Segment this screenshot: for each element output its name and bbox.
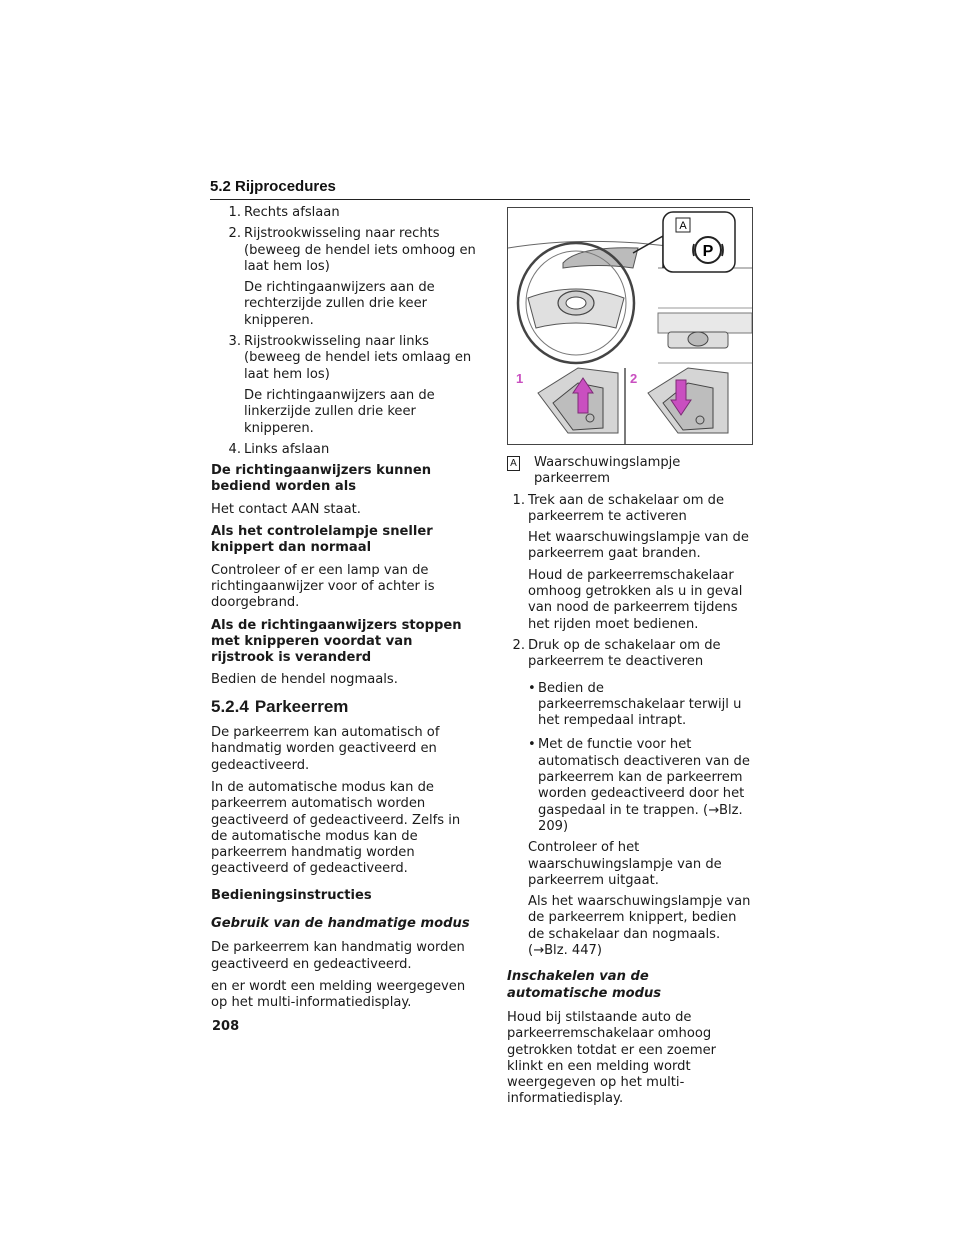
turn-signal-list (211, 205, 476, 458)
paragraph: In de automatische modus kan de parkeerrem automatisch worden geactiveerd of gedeactiveerd. Zelfs in de automatische modus kan de parkeerrem handmatig worden geactiveerd of gedeactiveerd. (211, 779, 461, 877)
list-subtext: Controleer of het waarschuwingslampje van de parkeerrem uitgaat. (528, 840, 722, 888)
list-text: Rechts afslaan (244, 205, 340, 220)
bullet-glyph: • (528, 680, 536, 696)
bullet-item (528, 681, 751, 730)
left-column (211, 205, 476, 1017)
list-text: Trek aan de schakelaar om de parkeerrem te activeren (528, 492, 725, 524)
list-number: 3. (228, 334, 241, 350)
heading-fast-blink: Als het controlelampje sneller knippert dan normaal (211, 524, 433, 556)
list-number: 2. (512, 637, 525, 653)
list-number: 4. (228, 441, 241, 457)
list-item (211, 442, 476, 458)
heading-operable: De richtingaanwijzers kunnen bediend worden als (211, 463, 432, 495)
section-header: 5.2 Rijprocedures (210, 178, 750, 200)
paragraph: De parkeerrem kan automatisch of handmatig worden geactiveerd en gedeactiveerd. (211, 725, 440, 773)
list-text: Rijstrookwisseling naar links (beweeg de hendel iets omlaag en laat hem los) (244, 334, 472, 382)
bullet-text: Bedien de parkeerremschakelaar terwijl u het rempedaal intrapt. (538, 680, 742, 729)
parking-brake-figure (507, 207, 753, 445)
list-subtext: Houd de parkeerremschakelaar omhoog getrokken als u in geval van nood de parkeerrem tijdens het rijden moet bedienen. (528, 567, 743, 632)
list-number: 2. (228, 226, 241, 242)
right-column (507, 205, 751, 1114)
section-title-text: Parkeerrem (254, 696, 349, 716)
page-number: 208 (212, 1019, 240, 1034)
heading-stop-blink: Als de richtingaanwijzers stoppen met knipperen voordat van rijstrook is veranderd (211, 617, 462, 666)
list-item (507, 638, 751, 959)
bullet-text: Met de functie voor het automatisch deactiveren van de parkeerrem kan de parkeerrem worden gedeactiveerd door het gaspedaal in te trappen. (→Blz. 209) (538, 737, 750, 834)
paragraph: Controleer of er een lamp van de richtingaanwijzer voor of achter is doorgebrand. (211, 562, 435, 611)
callout-a (507, 455, 751, 488)
list-number: 1. (512, 492, 525, 508)
figure-label-2: 2 (630, 371, 638, 386)
paragraph: Het contact AAN staat. (211, 501, 361, 517)
list-subtext: De richtingaanwijzers aan de rechterzijde zullen drie keer knipperen. (244, 280, 435, 328)
heading-instructions: Bedieningsinstructies (211, 887, 372, 903)
section-number: 5.2.4 (211, 696, 249, 716)
section-title (211, 696, 476, 716)
list-text: Links afslaan (244, 441, 330, 457)
list-item (211, 226, 476, 329)
list-subtext: Het waarschuwingslampje van de parkeerrem gaat branden. (528, 530, 749, 562)
subheading-auto-mode: Inschakelen van de automatische modus (507, 969, 662, 1001)
p-symbol: P (702, 243, 714, 260)
list-number: 1. (228, 205, 241, 220)
paragraph: Houd bij stilstaande auto de parkeerremschakelaar omhoog getrokken totdat er een zoemer klinkt en een melding wordt weergegeven op het multi-informatiedisplay. (507, 1009, 717, 1107)
paragraph: Bedien de hendel nogmaals. (211, 672, 398, 688)
list-item (507, 493, 751, 633)
list-text: Druk op de schakelaar om de parkeerrem te deactiveren (528, 637, 721, 670)
bullet-glyph: • (528, 737, 536, 753)
parking-brake-illustration (508, 208, 752, 444)
figure-label-1: 1 (516, 371, 524, 386)
list-text: Rijstrookwisseling naar rechts (beweeg de hendel iets omhoog en laat hem los) (244, 226, 476, 274)
paragraph: en er wordt een melding weergegeven op het multi-informatiedisplay. (211, 978, 466, 1011)
list-subtext: Als het waarschuwingslampje van de parkeerrem knippert, bedien de schakelaar dan nogmaals. (→Blz. 447) (528, 894, 751, 959)
list-subtext: De richtingaanwijzers aan de linkerzijde zullen drie keer knipperen. (244, 387, 435, 436)
callout-text: Waarschuwingslampje parkeerrem (534, 455, 681, 487)
list-item (211, 205, 476, 221)
subheading-manual-mode: Gebruik van de handmatige modus (211, 915, 470, 931)
callout-letter: A (507, 456, 520, 471)
figure-label-a: A (679, 220, 687, 232)
bullet-item (528, 737, 751, 835)
list-item (211, 334, 476, 437)
paragraph: De parkeerrem kan handmatig worden geactiveerd en gedeactiveerd. (211, 940, 465, 972)
